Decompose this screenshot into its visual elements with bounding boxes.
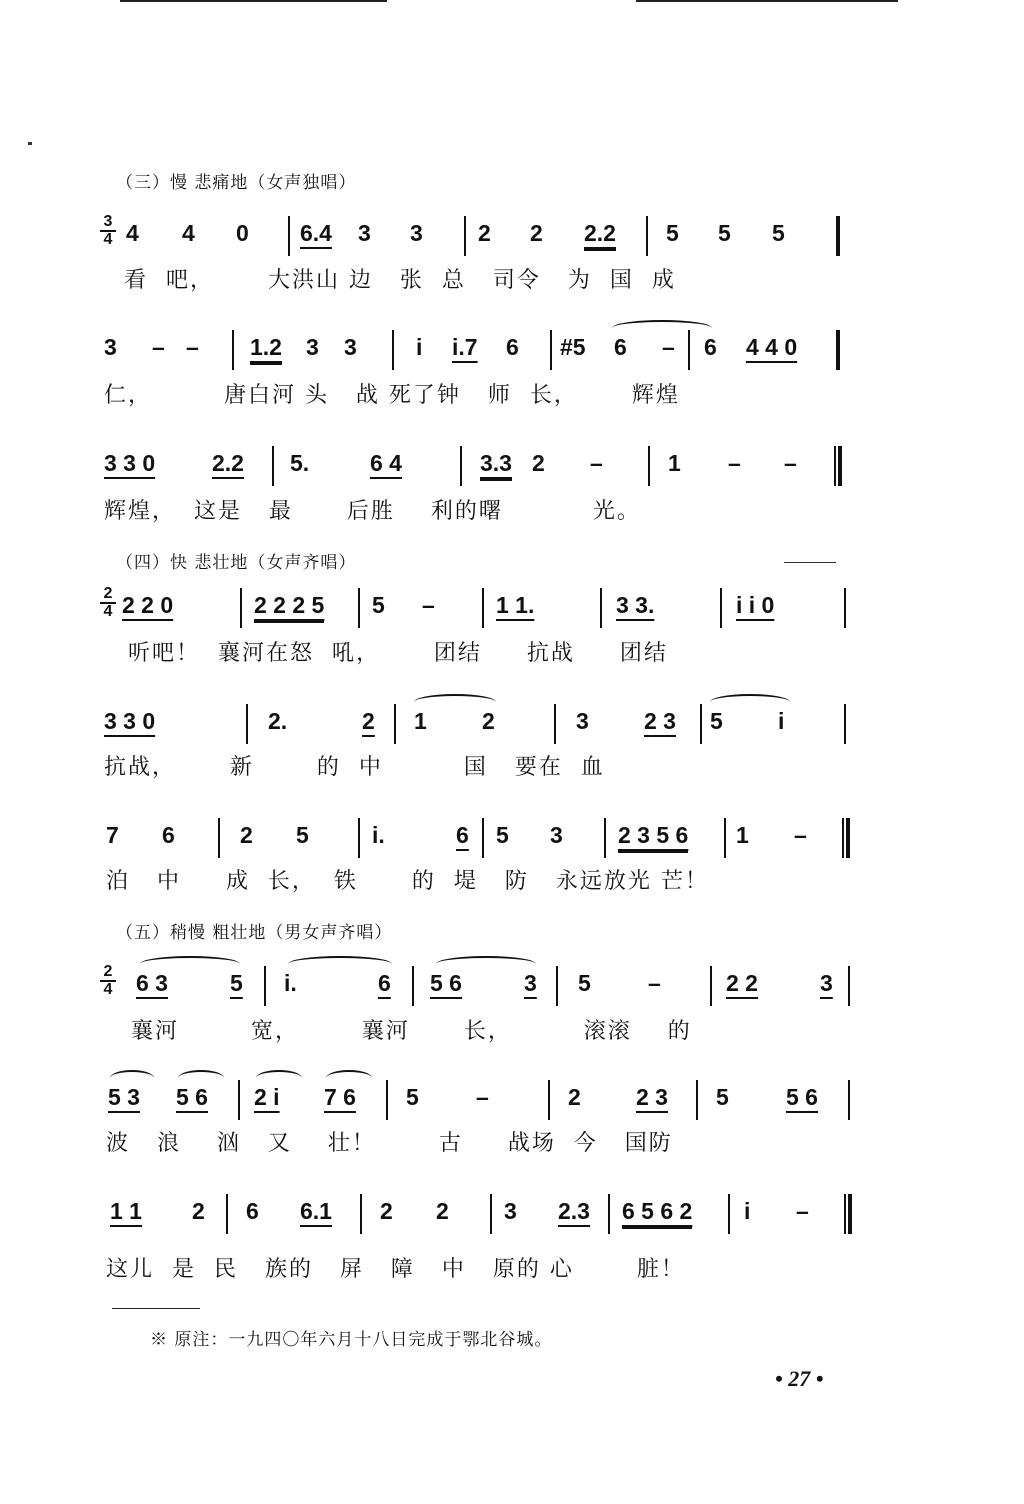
note: 6 bbox=[704, 334, 717, 360]
note: – bbox=[590, 450, 603, 476]
note: 5. bbox=[290, 450, 310, 476]
slur bbox=[288, 956, 392, 972]
note: 1.2 bbox=[250, 334, 282, 365]
note: 2 3 bbox=[636, 1084, 668, 1110]
note: 2 bbox=[192, 1198, 205, 1224]
barline bbox=[836, 330, 840, 370]
note: #5 bbox=[560, 334, 586, 360]
note: 3 bbox=[306, 334, 319, 360]
barline bbox=[386, 1080, 388, 1120]
barline bbox=[272, 446, 274, 486]
barline bbox=[720, 588, 722, 628]
note: 0 bbox=[236, 220, 249, 246]
note: 6 bbox=[246, 1198, 259, 1224]
note: 5 bbox=[718, 220, 731, 246]
note: 6 3 bbox=[136, 970, 168, 996]
note: 2 2 2 5 bbox=[254, 592, 324, 623]
score-row-2 bbox=[100, 326, 860, 372]
note: 2 2 0 bbox=[122, 592, 174, 618]
note: 2 bbox=[380, 1198, 393, 1224]
note: 5 3 bbox=[108, 1084, 140, 1110]
note: 6 bbox=[378, 970, 391, 996]
barline bbox=[648, 446, 650, 486]
barline bbox=[728, 1194, 730, 1234]
note: 2 bbox=[482, 708, 495, 734]
note: i bbox=[744, 1198, 751, 1224]
barline bbox=[604, 818, 606, 858]
note: 6.4 bbox=[300, 220, 332, 246]
note: 2 bbox=[436, 1198, 449, 1224]
note: 3 bbox=[104, 334, 117, 360]
note: 3 bbox=[504, 1198, 517, 1224]
note: – bbox=[476, 1084, 489, 1110]
barline bbox=[844, 588, 846, 628]
barline bbox=[358, 588, 360, 628]
barline bbox=[288, 216, 290, 256]
note: 5 bbox=[716, 1084, 729, 1110]
note: 5 bbox=[406, 1084, 419, 1110]
barline bbox=[358, 818, 360, 858]
note: i i 0 bbox=[736, 592, 775, 618]
score-row-4 bbox=[100, 584, 860, 630]
time-signature: 3 4 bbox=[100, 214, 116, 248]
note: – bbox=[422, 592, 435, 618]
barline bbox=[600, 588, 602, 628]
note: – bbox=[662, 334, 675, 360]
note: i bbox=[778, 708, 785, 734]
top-rule-left bbox=[120, 0, 387, 2]
note: 3 bbox=[820, 970, 833, 996]
ink-speck bbox=[28, 142, 32, 145]
barline bbox=[550, 330, 552, 370]
barline bbox=[460, 446, 462, 486]
barline bbox=[226, 1194, 228, 1234]
lyrics-line: 抗战， 新 的 中 国 要在 血 bbox=[104, 755, 605, 780]
note: 5 bbox=[296, 822, 309, 848]
note: 5 bbox=[372, 592, 385, 618]
barline bbox=[232, 330, 234, 370]
note: 5 6 bbox=[786, 1084, 818, 1110]
score-row-6 bbox=[100, 814, 860, 860]
time-signature: 2 4 bbox=[100, 964, 116, 998]
note: 2 bbox=[240, 822, 253, 848]
note: – bbox=[794, 822, 807, 848]
note: 7 6 bbox=[324, 1084, 356, 1110]
barline bbox=[412, 966, 414, 1006]
note: 6 5 6 2 bbox=[622, 1198, 692, 1229]
note: 1 bbox=[414, 708, 427, 734]
note: 5 bbox=[496, 822, 509, 848]
barline bbox=[264, 966, 266, 1006]
note: 2.2 bbox=[212, 450, 244, 476]
section-heading-5: （五）稍慢 粗壮地（男女声齐唱） bbox=[116, 923, 393, 943]
lyrics-line: 仁， 唐白河 头 战 死了钟 师 长， 辉煌 bbox=[104, 383, 680, 408]
note: 7 bbox=[106, 822, 119, 848]
barline bbox=[548, 1080, 550, 1120]
note: 2 bbox=[478, 220, 491, 246]
note: 5 bbox=[666, 220, 679, 246]
note: 4 bbox=[182, 220, 195, 246]
note: – bbox=[796, 1198, 809, 1224]
barline bbox=[700, 704, 702, 744]
note: 2 bbox=[362, 708, 375, 734]
note: 5 bbox=[710, 708, 723, 734]
lyrics-line: 波 浪 汹 又 壮！ 古 战场 今 国防 bbox=[106, 1131, 673, 1156]
double-barline bbox=[834, 446, 842, 486]
note: 1 bbox=[736, 822, 749, 848]
note: 5 6 bbox=[430, 970, 462, 996]
note: i. bbox=[372, 822, 385, 848]
section-heading-3: （三）慢 悲痛地（女声独唱） bbox=[116, 173, 357, 193]
note: 2.3 bbox=[558, 1198, 590, 1224]
note: i.7 bbox=[452, 334, 478, 360]
barline bbox=[556, 966, 558, 1006]
note: 3 bbox=[358, 220, 371, 246]
note: i. bbox=[284, 970, 297, 996]
ink-speck bbox=[784, 562, 836, 563]
note: 6 bbox=[614, 334, 627, 360]
note: 6 bbox=[162, 822, 175, 848]
barline bbox=[696, 1080, 698, 1120]
note: 1 bbox=[668, 450, 681, 476]
note: 2 3 5 6 bbox=[618, 822, 688, 853]
score-row-5 bbox=[100, 700, 860, 746]
note: 2 2 bbox=[726, 970, 758, 996]
time-signature: 2 4 bbox=[100, 586, 116, 620]
barline bbox=[554, 704, 556, 744]
score-row-7 bbox=[100, 962, 860, 1008]
lyrics-line: 这儿 是 民 族的 屏 障 中 原的 心 脏！ bbox=[106, 1257, 685, 1282]
barline bbox=[848, 966, 850, 1006]
note: 2.2 bbox=[584, 220, 616, 251]
score-row-8 bbox=[100, 1076, 860, 1122]
note: 5 bbox=[230, 970, 243, 996]
top-rule-right bbox=[636, 0, 898, 2]
note: 3 3. bbox=[616, 592, 655, 618]
barline bbox=[724, 818, 726, 858]
note: 2 bbox=[568, 1084, 581, 1110]
section-heading-4: （四）快 悲壮地（女声齐唱） bbox=[116, 553, 357, 573]
footnote: ※ 原注：一九四〇年六月十八日完成于鄂北谷城。 bbox=[150, 1330, 553, 1350]
footnote-rule bbox=[112, 1308, 200, 1309]
score-row-3 bbox=[100, 442, 860, 488]
barline bbox=[608, 1194, 610, 1234]
score-row-9 bbox=[100, 1190, 860, 1236]
note: 6 4 bbox=[370, 450, 402, 476]
note: 6 bbox=[456, 822, 469, 848]
barline bbox=[240, 588, 242, 628]
barline bbox=[844, 704, 846, 744]
barline bbox=[464, 216, 466, 256]
note: 3 bbox=[410, 220, 423, 246]
note: 4 bbox=[126, 220, 139, 246]
note: – bbox=[784, 450, 797, 476]
barline bbox=[646, 216, 648, 256]
note: 5 bbox=[772, 220, 785, 246]
double-barline bbox=[844, 1194, 852, 1234]
note: 2 3 bbox=[644, 708, 676, 734]
barline bbox=[848, 1080, 850, 1120]
note: i bbox=[416, 334, 423, 360]
note: – bbox=[186, 334, 199, 360]
note: 5 6 bbox=[176, 1084, 208, 1110]
lyrics-line: 襄河 宽， 襄河 长， 滚滚 的 bbox=[122, 1019, 692, 1044]
note: – bbox=[728, 450, 741, 476]
double-barline bbox=[842, 818, 850, 858]
barline bbox=[482, 588, 484, 628]
note: 2. bbox=[268, 708, 288, 734]
note: 3 bbox=[344, 334, 357, 360]
note: 1 1 bbox=[110, 1198, 142, 1224]
barline bbox=[688, 330, 690, 370]
barline bbox=[482, 818, 484, 858]
barline bbox=[392, 330, 394, 370]
barline bbox=[218, 818, 220, 858]
barline bbox=[246, 704, 248, 744]
lyrics-line: 泊 中 成 长， 铁 的 堤 防 永远放光 芒！ bbox=[106, 869, 709, 894]
lyrics-line: 听吧！ 襄河在怒 吼， 团结 抗战 团结 bbox=[128, 641, 668, 666]
note: 3 3 0 bbox=[104, 450, 156, 476]
note: 3 bbox=[576, 708, 589, 734]
barline bbox=[394, 704, 396, 744]
note: 2 bbox=[532, 450, 545, 476]
barline bbox=[360, 1194, 362, 1234]
note: 3 3 0 bbox=[104, 708, 156, 734]
lyrics-line: 辉煌， 这是 最 后胜 利的曙 光。 bbox=[104, 499, 641, 524]
barline bbox=[238, 1080, 240, 1120]
note: 6.1 bbox=[300, 1198, 332, 1224]
note: – bbox=[152, 334, 165, 360]
lyrics-line: 看 吧， 大洪山 边 张 总 司令 为 国 成 bbox=[124, 268, 676, 293]
note: 4 4 0 bbox=[746, 334, 798, 360]
page-number: • 27 • bbox=[775, 1366, 824, 1391]
note: 2 bbox=[530, 220, 543, 246]
note: 6 bbox=[506, 334, 519, 360]
note: 1 1. bbox=[496, 592, 535, 618]
note: 3 bbox=[524, 970, 537, 996]
note: 3.3 bbox=[480, 450, 512, 481]
barline bbox=[710, 966, 712, 1006]
note: – bbox=[648, 970, 661, 996]
note: 2 i bbox=[254, 1084, 280, 1110]
note: 5 bbox=[578, 970, 591, 996]
barline bbox=[490, 1194, 492, 1234]
note: 3 bbox=[550, 822, 563, 848]
barline bbox=[836, 216, 840, 256]
score-row-1 bbox=[100, 212, 860, 258]
